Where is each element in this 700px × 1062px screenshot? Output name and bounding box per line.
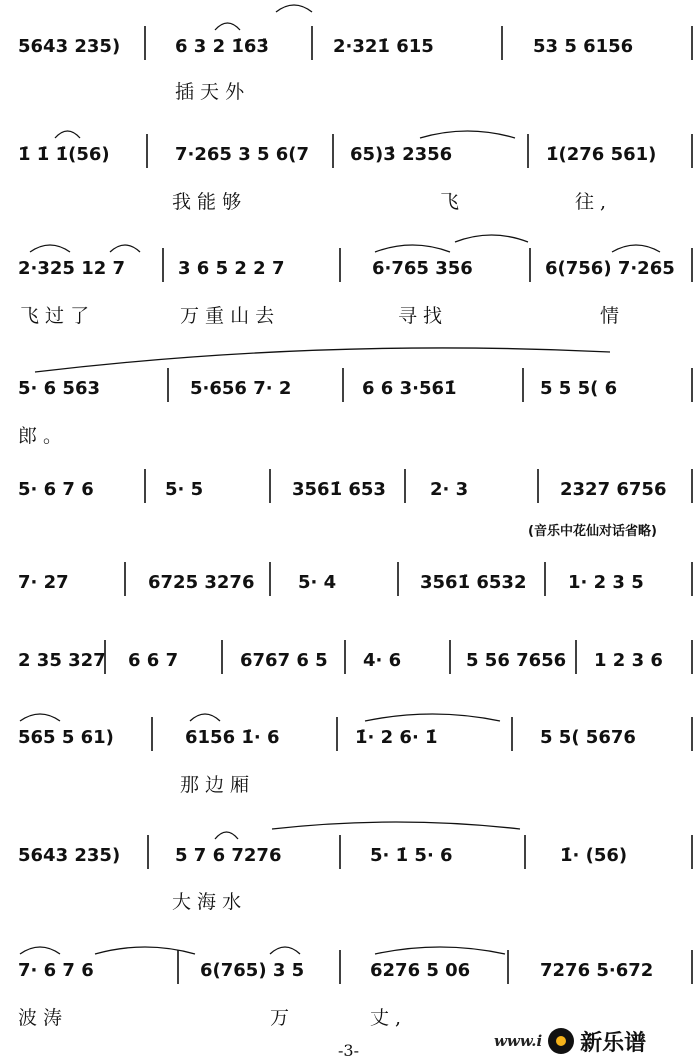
measure-notes: 3561̇ 6532 [420,572,527,593]
measure-notes: 6 6 3·561̇ [362,378,457,399]
music-disc-icon [548,1028,574,1054]
measure-notes: 2 35 327 [18,650,106,671]
slur-arc [215,23,240,30]
measure-notes: 5·656 7· 2 [190,378,292,399]
lyric-text: 丈 , [370,1007,402,1029]
measure-notes: 565 5 61) [18,727,114,748]
slur-arc [20,714,60,721]
score-system [18,822,692,913]
measure-notes: 5· 5 [165,479,204,500]
slur-arc [272,822,520,829]
slur-arc [375,947,505,954]
score-system [18,235,692,327]
score-system [18,348,692,447]
measure-notes: 6767 6 5 [240,650,328,671]
lyric-text: 那 边 厢 [180,774,250,796]
measure-notes: 1̇ 1̇ 1̇(56) [18,144,110,165]
watermark-brand: 新乐谱 [580,1030,647,1056]
slur-arc [110,245,140,252]
score-system [18,469,692,539]
measure-notes: 53 5 6156 [533,36,634,57]
measure-notes: 6276 5 06 [370,960,471,981]
watermark [494,1020,700,1062]
score-system [18,714,692,796]
measure-notes: 7· 6 7 6 [18,960,94,981]
performance-annotation: (音乐中花仙对话省略) [528,524,657,539]
measure-notes: 5 5( 5676 [540,727,636,748]
score-system [18,131,692,213]
score-system [18,947,692,1029]
lyric-text: 飞 过 了 [20,305,90,327]
measure-notes: 7·265 3 5 6(7 [175,144,310,165]
slur-arc [215,832,238,839]
slur-arc [375,245,450,252]
measure-notes: 6725 3276 [148,572,255,593]
lyric-text: 插 天 外 [175,81,245,103]
lyric-text: 万 [270,1007,290,1029]
measure-notes: 6 3 2 1̇63̇ [175,36,269,57]
slur-arc [612,245,660,252]
measure-notes: 7276 5·672 [540,960,654,981]
measure-notes: 2327 6756 [560,479,667,500]
measure-notes: 2·321̇ 615 [333,36,434,57]
measure-notes: 6·765 356 [372,258,473,279]
measure-notes: 5· 1̇ 5· 6 [370,845,453,866]
watermark-url: www.i [494,1032,543,1050]
measure-notes: 2·325 12 7 [18,258,126,279]
lyric-text: 往 , [575,191,607,213]
score-system [18,562,692,596]
measure-notes: 1̇· 2 6· 1̇ [355,727,438,748]
measure-notes: 7· 27 [18,572,69,593]
measure-notes: 3 6 5 2 2 7 [178,258,285,279]
slur-arc [30,245,70,252]
slur-arc [20,947,60,954]
slur-arc [270,947,300,954]
measure-notes: 1̇(276 561) [546,144,657,165]
measure-notes: 1· 2 3 5 [568,572,644,593]
lyric-text: 郎 。 [18,425,63,447]
measure-notes: 6156 1̇· 6 [185,727,280,748]
score-system [18,5,692,103]
measure-notes: 65)3̇ 2356 [350,144,453,165]
slur-arc [455,235,528,242]
page-number: -3- [338,1041,359,1060]
lyric-text: 寻 找 [398,305,443,327]
slur-arc [190,714,220,721]
lyric-text: 万 重 山 去 [180,305,275,327]
slur-arc [365,714,500,721]
measure-notes: 5643 235) [18,36,121,57]
measure-notes: 1 2 3 6 [594,650,663,671]
measure-notes: 5 5 5( 6 [540,378,618,399]
measure-notes: 6(756) 7·265 [545,258,675,279]
slur-arc [420,131,515,138]
lyric-text: 情 [600,305,620,327]
measure-notes: 5 56 7656 [466,650,567,671]
measure-notes: 6(765) 3 5 [200,960,305,981]
slur-arc [55,131,80,138]
score-system [18,640,692,674]
measure-notes: 2· 3 [430,479,469,500]
lyric-text: 我 能 够 [172,191,242,213]
measure-notes: 3561̇ 653 [292,479,386,500]
measure-notes: 1̇· (56) [560,845,628,866]
lyric-text: 大 海 水 [172,891,242,913]
measure-notes: 6 6 7 [128,650,179,671]
slur-arc [95,947,195,954]
measure-notes: 5· 6 7 6 [18,479,94,500]
measure-notes: 4· 6 [363,650,402,671]
lyric-text: 波 涛 [18,1007,63,1029]
slur-arc [276,5,312,12]
measure-notes: 5643 235) [18,845,121,866]
measure-notes: 5· 4 [298,572,337,593]
measure-notes: 5 7 6 7276 [175,845,282,866]
measure-notes: 5· 6 563 [18,378,100,399]
lyric-text: 飞 [440,191,460,213]
